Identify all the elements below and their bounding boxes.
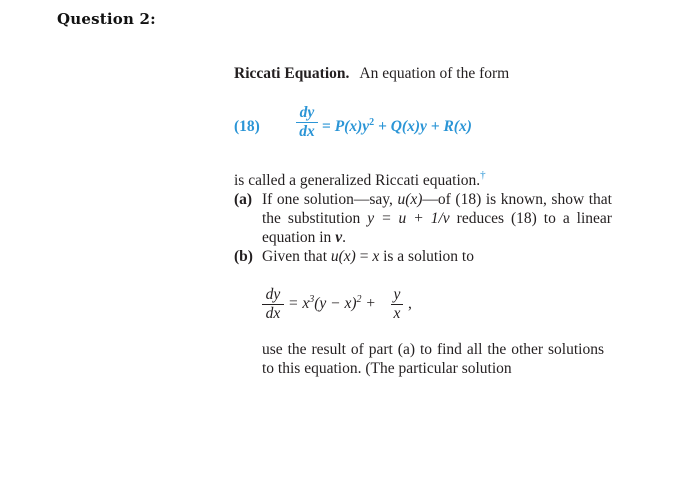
plus-sign: +	[361, 295, 376, 312]
part-a-u: u(x)	[397, 191, 423, 208]
part-a	[234, 190, 612, 247]
part-a-v: v	[335, 229, 343, 246]
equals-sign: =	[322, 118, 335, 135]
comma: ,	[408, 295, 412, 312]
footnote-dagger-link[interactable]: †	[480, 169, 486, 181]
generalized-text	[234, 166, 612, 190]
derivative-fraction	[296, 104, 318, 141]
part-a-label: (a)	[234, 191, 253, 208]
term-q-r: + Q(x)y + R(x)	[374, 118, 472, 135]
intro-paragraph	[234, 64, 612, 83]
part-a-text: If one solution—say,	[262, 191, 398, 208]
exponent: 3	[309, 294, 315, 305]
derivative-fraction	[262, 286, 284, 323]
part-b	[234, 247, 612, 266]
term: = x	[288, 295, 310, 312]
exponent: 2	[356, 294, 362, 305]
part-a-text: —of (18) is known, show that the substitution	[262, 191, 612, 227]
y-over-x-fraction	[391, 286, 403, 323]
generalized-sentence: is called a generalized Riccati equation.	[234, 172, 481, 189]
question-heading: Question 2:	[57, 10, 156, 28]
part-b-label: (b)	[234, 248, 253, 265]
part-b-text: =	[355, 248, 373, 265]
equation-middle	[288, 295, 376, 313]
part-a-text: .	[342, 229, 346, 246]
equation-number: (18)	[234, 118, 260, 135]
parts-section	[234, 166, 612, 266]
term-p: P(x)y	[334, 118, 370, 135]
section-title: Riccati Equation.	[234, 65, 350, 82]
fraction-denominator: dx	[262, 304, 284, 323]
intro-text: An equation of the form	[359, 65, 510, 82]
fraction-numerator: dy	[265, 286, 281, 303]
part-b-x: x	[372, 248, 380, 265]
part-b-u: u(x)	[330, 248, 356, 265]
fraction-numerator: dy	[299, 104, 315, 121]
fraction-denominator: dx	[296, 122, 318, 141]
term: (y − x)	[314, 295, 357, 312]
part-b-text: Given that	[262, 248, 331, 265]
fraction-denominator: x	[391, 304, 403, 323]
tail-paragraph: use the result of part (a) to find all the other solutions to this equation. (The particular solution	[262, 341, 604, 377]
part-a-substitution: y = u + 1/v	[367, 210, 450, 227]
exponent: 2	[369, 117, 375, 128]
part-b-text: is a solution to	[379, 248, 474, 265]
fraction-numerator: y	[393, 286, 401, 303]
part-a-text: reduces (18) to a linear equation in	[262, 210, 612, 246]
equation-rhs	[322, 118, 472, 136]
